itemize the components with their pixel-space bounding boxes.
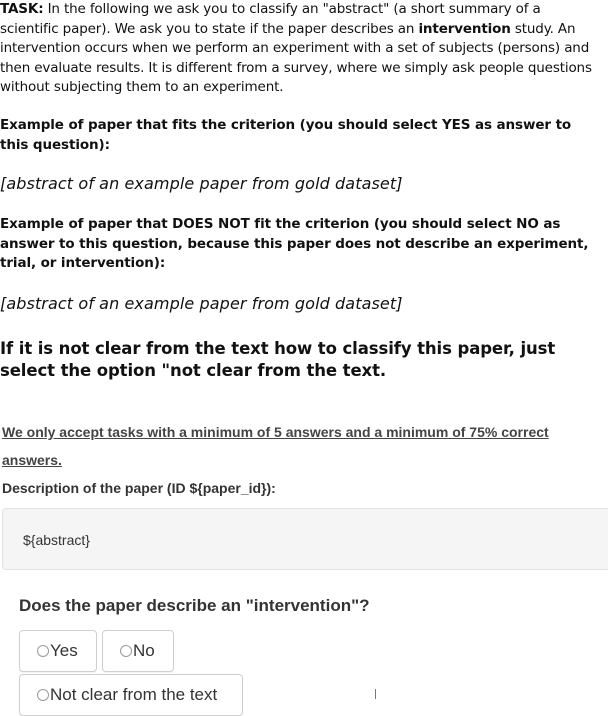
unclear-instruction: If it is not clear from the text how to classify this paper, just select the option "not clear from the text. — [0, 339, 556, 380]
yes-example-abstract: [abstract of an example paper from gold dataset] — [0, 174, 403, 193]
paper-description-label: Description of the paper (ID ${paper_id}): — [2, 480, 276, 496]
task-text: In the following we ask you to classify an "abstract" (a short summary of a scientific paper). We ask you to state if the paper describes an — [0, 1, 541, 37]
acceptance-note: We only accept tasks with a minimum of 5 answers and a minimum of 75% correct answers. — [2, 424, 549, 468]
radio-icon[interactable] — [120, 645, 132, 657]
no-example-heading: Example of paper that DOES NOT fit the criterion (you should select NO as answer to this question, because this paper does not describe an experiment, trial, or intervention): — [0, 216, 589, 271]
abstract-box — [2, 508, 608, 570]
radio-icon[interactable] — [37, 645, 49, 657]
text-cursor-icon — [375, 689, 376, 699]
option-no[interactable] — [102, 630, 174, 672]
question-text: Does the paper describe an "intervention"? — [19, 596, 370, 615]
task-instructions — [0, 0, 600, 98]
option-yes[interactable] — [19, 630, 97, 672]
abstract-value: ${abstract} — [23, 532, 90, 548]
option-not-clear[interactable] — [19, 674, 243, 716]
option-yes-label: Yes — [50, 641, 78, 660]
task-label: TASK: — [0, 1, 44, 17]
yes-example-heading: Example of paper that fits the criterion (you should select YES as answer to this question): — [0, 117, 572, 153]
option-not-clear-label: Not clear from the text — [50, 685, 218, 704]
radio-icon[interactable] — [37, 689, 49, 701]
no-example-abstract: [abstract of an example paper from gold dataset] — [0, 294, 403, 313]
option-no-label: No — [133, 641, 155, 660]
task-text-continued: study. An intervention occurs when we perform an experiment with a set of subjects (persons) and then evaluate results. It is different from a survey, where we simply ask people questions without subjecting them to an experiment. — [0, 20, 592, 95]
task-emphasis: intervention — [418, 20, 511, 37]
